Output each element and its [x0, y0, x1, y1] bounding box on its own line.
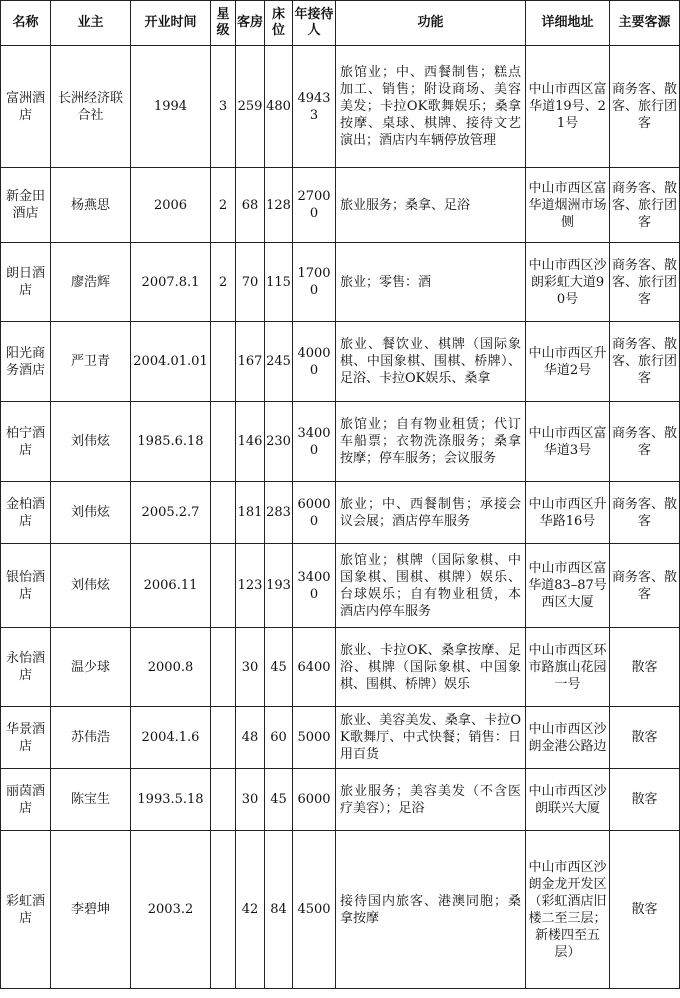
- hotel-opened: 2004.01.01: [131, 322, 211, 402]
- hotel-stars: [211, 402, 236, 482]
- hotel-source: 商务客、散客、旅行团客: [610, 168, 680, 243]
- hotel-beds: 193: [265, 544, 293, 628]
- hotel-guests: 17000: [293, 243, 336, 322]
- hotel-owner: 廖浩辉: [51, 243, 131, 322]
- hotel-owner: 温少球: [51, 628, 131, 707]
- header-stars: 星级: [211, 1, 236, 46]
- hotel-rooms: 42: [236, 831, 265, 989]
- header-function: 功能: [336, 1, 526, 46]
- hotel-stars: [211, 544, 236, 628]
- header-opened: 开业时间: [131, 1, 211, 46]
- hotel-opened: 2004.1.6: [131, 707, 211, 769]
- hotel-rooms: 181: [236, 482, 265, 544]
- hotel-guests: 34000: [293, 544, 336, 628]
- header-guests: 年接待人: [293, 1, 336, 46]
- hotel-opened: 1994: [131, 46, 211, 168]
- hotel-guests: 6000: [293, 769, 336, 831]
- hotel-source: 商务客、散客、旅行团客: [610, 243, 680, 322]
- header-source: 主要客源: [610, 1, 680, 46]
- table-row: [1, 628, 680, 707]
- hotel-function: 旅馆业；棋牌（国际象棋、中国象棋、围棋、棋牌）娱乐、台球娱乐；自有物业租赁，本酒店内停车服务: [336, 544, 526, 628]
- table-row: [1, 707, 680, 769]
- hotel-name: 彩虹酒店: [1, 831, 51, 989]
- hotel-opened: 2003.2: [131, 831, 211, 989]
- table-row: [1, 482, 680, 544]
- hotel-rooms: 30: [236, 628, 265, 707]
- hotel-source: 商务客、散客: [610, 544, 680, 628]
- hotel-source: 商务客、散客、旅行团客: [610, 46, 680, 168]
- hotel-address: 中山市西区富华道烟洲市场侧: [526, 168, 610, 243]
- hotel-function: 旅业、美容美发、桑拿、卡拉OK歌舞厅、中式快餐；销售：日用百货: [336, 707, 526, 769]
- hotel-guests: 60000: [293, 482, 336, 544]
- hotel-function: 旅业、餐饮业、棋牌（国际象棋、中国象棋、围棋、桥牌）、足浴、卡拉OK娱乐、桑拿: [336, 322, 526, 402]
- hotel-stars: 2: [211, 243, 236, 322]
- table-row: [1, 322, 680, 402]
- hotel-beds: 45: [265, 769, 293, 831]
- hotel-stars: [211, 831, 236, 989]
- hotel-owner: 杨燕思: [51, 168, 131, 243]
- hotel-function: 旅业；零售：酒: [336, 243, 526, 322]
- hotel-guests: 5000: [293, 707, 336, 769]
- hotel-stars: [211, 482, 236, 544]
- hotel-owner: 刘伟炫: [51, 482, 131, 544]
- hotel-opened: 2000.8: [131, 628, 211, 707]
- header-rooms: 客房: [236, 1, 265, 46]
- hotel-owner: 刘伟炫: [51, 402, 131, 482]
- hotel-rooms: 167: [236, 322, 265, 402]
- hotel-beds: 480: [265, 46, 293, 168]
- hotel-opened: 2006.11: [131, 544, 211, 628]
- hotel-source: 散客: [610, 769, 680, 831]
- hotel-address: 中山市西区富华道83–87号西区大厦: [526, 544, 610, 628]
- hotel-function: 旅馆业；中、西餐制售；糕点加工、销售；附设商场、美容美发；卡拉OK歌舞娱乐；桑拿按摩、桌球、棋牌、接待文艺演出；酒店内车辆停放管理: [336, 46, 526, 168]
- hotel-source: 散客: [610, 831, 680, 989]
- hotel-source: 商务客、散客: [610, 482, 680, 544]
- table-row: [1, 243, 680, 322]
- hotel-guests: 34000: [293, 402, 336, 482]
- hotel-beds: 115: [265, 243, 293, 322]
- hotel-guests: 40000: [293, 322, 336, 402]
- hotel-address: 中山市西区升华路16号: [526, 482, 610, 544]
- hotel-rooms: 30: [236, 769, 265, 831]
- hotel-owner: 陈宝生: [51, 769, 131, 831]
- hotel-source: 商务客、散客: [610, 402, 680, 482]
- hotel-function: 旅业；中、西餐制售；承接会议会展；酒店停车服务: [336, 482, 526, 544]
- hotel-rooms: 123: [236, 544, 265, 628]
- hotel-beds: 230: [265, 402, 293, 482]
- hotel-address: 中山市西区沙朗彩虹大道90号: [526, 243, 610, 322]
- hotel-opened: 2006: [131, 168, 211, 243]
- hotel-owner: 苏伟浩: [51, 707, 131, 769]
- hotel-stars: [211, 769, 236, 831]
- table-row: [1, 402, 680, 482]
- hotel-rooms: 259: [236, 46, 265, 168]
- hotel-stars: 3: [211, 46, 236, 168]
- hotel-function: 旅业、卡拉OK、桑拿按摩、足浴、棋牌（国际象棋、中国象棋、围棋、桥牌）娱乐: [336, 628, 526, 707]
- hotel-name: 丽茵酒店: [1, 769, 51, 831]
- hotel-address: 中山市西区富华道3号: [526, 402, 610, 482]
- hotel-address: 中山市西区沙朗金龙开发区（彩虹酒店旧楼二至三层；新楼四至五层）: [526, 831, 610, 989]
- hotel-beds: 128: [265, 168, 293, 243]
- hotel-name: 柏宁酒店: [1, 402, 51, 482]
- hotel-beds: 84: [265, 831, 293, 989]
- hotel-owner: 刘伟炫: [51, 544, 131, 628]
- hotel-rooms: 70: [236, 243, 265, 322]
- header-owner: 业主: [51, 1, 131, 46]
- table-row: [1, 769, 680, 831]
- header-beds: 床位: [265, 1, 293, 46]
- hotel-address: 中山市西区升华道2号: [526, 322, 610, 402]
- hotel-name: 富洲酒店: [1, 46, 51, 168]
- hotel-stars: [211, 322, 236, 402]
- hotel-opened: 1985.6.18: [131, 402, 211, 482]
- hotel-address: 中山市西区富华道19号、21号: [526, 46, 610, 168]
- hotel-name: 阳光商务酒店: [1, 322, 51, 402]
- hotel-guests: 49433: [293, 46, 336, 168]
- table-row: [1, 168, 680, 243]
- hotel-source: 商务客、散客、旅行团客: [610, 322, 680, 402]
- hotel-opened: 1993.5.18: [131, 769, 211, 831]
- hotel-rooms: 68: [236, 168, 265, 243]
- hotel-source: 散客: [610, 628, 680, 707]
- hotel-name: 新金田酒店: [1, 168, 51, 243]
- hotel-beds: 45: [265, 628, 293, 707]
- header-name: 名称: [1, 1, 51, 46]
- table-row: [1, 544, 680, 628]
- hotel-guests: 4500: [293, 831, 336, 989]
- hotel-owner: 李碧坤: [51, 831, 131, 989]
- hotel-address: 中山市西区沙朗金港公路边: [526, 707, 610, 769]
- hotel-stars: [211, 628, 236, 707]
- hotel-guests: 27000: [293, 168, 336, 243]
- hotel-address: 中山市西区环市路旗山花园一号: [526, 628, 610, 707]
- hotel-beds: 245: [265, 322, 293, 402]
- header-address: 详细地址: [526, 1, 610, 46]
- hotel-stars: 2: [211, 168, 236, 243]
- hotel-function: 旅业服务；美容美发（不含医疗美容）；足浴: [336, 769, 526, 831]
- hotel-name: 永怡酒店: [1, 628, 51, 707]
- hotel-rooms: 146: [236, 402, 265, 482]
- hotel-beds: 60: [265, 707, 293, 769]
- hotel-owner: 严卫青: [51, 322, 131, 402]
- table-row: [1, 831, 680, 989]
- hotel-owner: 长洲经济联合社: [51, 46, 131, 168]
- hotel-function: 接待国内旅客、港澳同胞；桑拿按摩: [336, 831, 526, 989]
- hotel-function: 旅馆业；自有物业租赁；代订车船票；衣物洗涤服务；桑拿按摩；停车服务；会议服务: [336, 402, 526, 482]
- hotel-name: 华景酒店: [1, 707, 51, 769]
- hotel-opened: 2005.2.7: [131, 482, 211, 544]
- hotel-name: 金柏酒店: [1, 482, 51, 544]
- hotel-stars: [211, 707, 236, 769]
- hotel-opened: 2007.8.1: [131, 243, 211, 322]
- hotel-guests: 6400: [293, 628, 336, 707]
- header-row: [1, 1, 680, 46]
- hotel-source: 散客: [610, 707, 680, 769]
- hotel-rooms: 48: [236, 707, 265, 769]
- table-row: [1, 46, 680, 168]
- hotel-name: 朗日酒店: [1, 243, 51, 322]
- hotel-name: 银怡酒店: [1, 544, 51, 628]
- hotel-function: 旅业服务；桑拿、足浴: [336, 168, 526, 243]
- hotel-beds: 283: [265, 482, 293, 544]
- hotel-address: 中山市西区沙朗联兴大厦: [526, 769, 610, 831]
